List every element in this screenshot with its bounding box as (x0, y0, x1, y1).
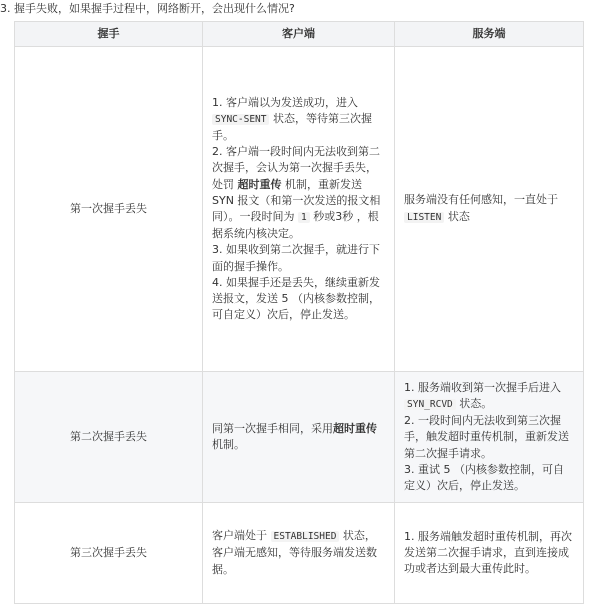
client-step: 3. 如果收到第二次握手，就进行下面的握手操作。 (212, 243, 380, 273)
server-cell (395, 503, 584, 604)
step-text: 2. 客户端一段时间内无法收到第二次握手，会认为第一次握手丢失，处罚 (212, 145, 380, 191)
step-text: 状态 (447, 209, 470, 223)
client-step (212, 95, 385, 145)
client-cell (203, 372, 395, 503)
client-step (212, 144, 385, 242)
header-server: 服务端 (395, 22, 584, 47)
row-label: 第一次握手丢失 (15, 47, 203, 372)
table-row (15, 503, 584, 604)
client-step: 4. 如果握手还是丢失，继续重新发送报文，发送 5 （内核参数控制，可自定义）次后，停止发送。 (212, 275, 380, 322)
section-heading: 3. 握手失败，如果握手过程中，网络断开，会出现什么情况? (0, 2, 295, 15)
server-step (404, 380, 574, 413)
server-step: 2. 一段时间内无法收到第三次握手，触发超时重传机制，重新发送第二次握手请求。 (404, 414, 569, 460)
bold-term: 超时重传 (333, 421, 377, 435)
server-cell (395, 372, 584, 503)
state-code: LISTEN (404, 212, 444, 223)
client-cell (203, 503, 395, 604)
step-text: 1. 服务端收到第一次握手后进入 (404, 380, 561, 394)
state-code: ESTABLISHED (271, 531, 340, 542)
state-code: SYNC-SENT (212, 114, 269, 125)
step-text: 状态，客户端无感知，等待服务端发送数据。 (212, 529, 377, 576)
header-handshake: 握手 (15, 22, 203, 47)
server-step: 1. 服务端触发超时重传机制，再次发送第二次握手请求，直到连接成功或者达到最大重传此时。 (404, 529, 572, 576)
step-text: 客户端处于 (212, 529, 267, 543)
row-label: 第三次握手丢失 (15, 503, 203, 604)
server-step: 3. 重试 5 （内核参数控制，可自定义）次后，停止发送。 (404, 462, 564, 492)
step-text: 秒或3秒 (313, 210, 354, 223)
server-cell (395, 47, 584, 372)
table-row (15, 47, 584, 372)
step-text: 机制。 (212, 438, 245, 451)
inline-code: 1 (298, 212, 310, 223)
step-text: 机制，重新发送 SYN 报文（和第一次发送的报文相同）。一段时间为 (212, 177, 381, 223)
step-text: 1. 客户端以为发送成功，进入 (212, 95, 358, 109)
step-text: 状态，等待第三次握手。 (212, 111, 372, 142)
client-cell (203, 47, 395, 372)
state-code: SYN_RCVD (404, 399, 456, 410)
handshake-table (14, 21, 584, 604)
step-text: 状态。 (459, 396, 493, 410)
step-text: 同第一次握手相同，采用 (212, 421, 333, 435)
step-text: ，根据系统内核决定。 (212, 210, 379, 241)
row-label: 第二次握手丢失 (15, 372, 203, 503)
step-text: 服务端没有任何感知，一直处于 (404, 193, 558, 207)
table-header-row (15, 22, 584, 47)
table-row (15, 372, 584, 503)
bold-term: 超时重传 (237, 177, 282, 191)
header-client: 客户端 (203, 22, 395, 47)
